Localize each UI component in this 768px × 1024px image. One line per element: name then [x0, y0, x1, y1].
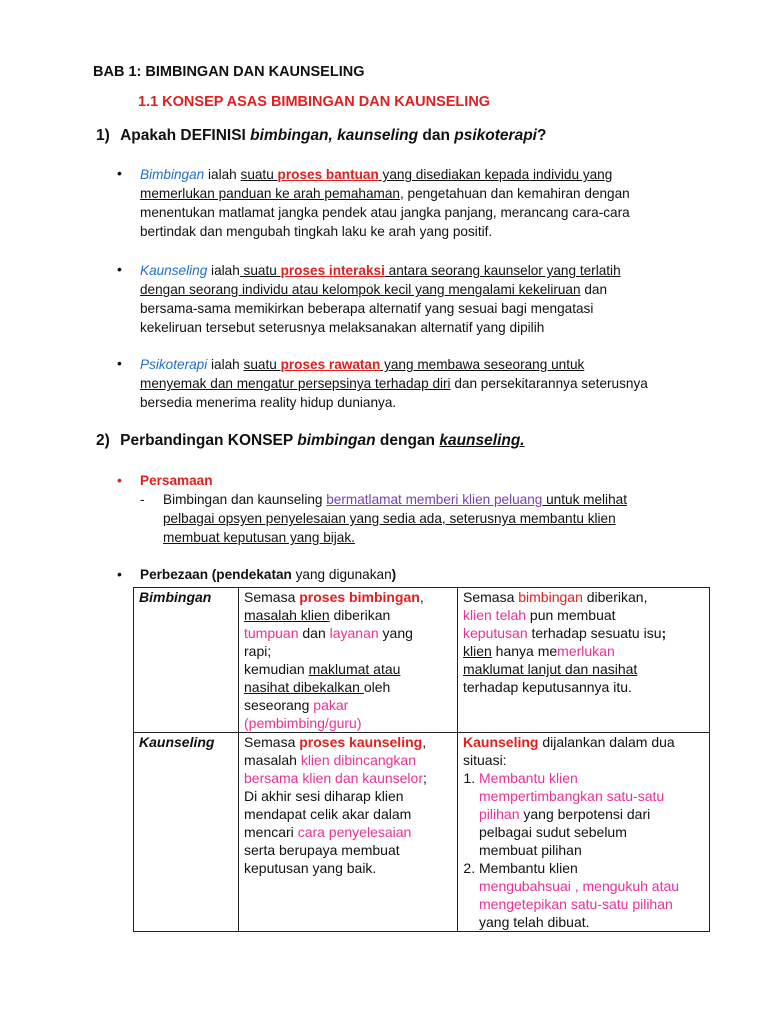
cell-text: rapi;	[244, 643, 272, 659]
def-text: suatu	[243, 357, 281, 372]
cell-text: Semasa	[463, 589, 519, 605]
def-text: antara seorang kaunselor yang terlatih	[384, 263, 621, 278]
term-kaunseling: Kaunseling	[140, 263, 208, 278]
def-line: bersama-sama memikirkan beberapa alternatif yang sesuai bagi mengatasi	[140, 301, 594, 316]
question-2-text-c: dengan	[375, 432, 440, 449]
keyword: mengubahsuai , mengukuh atau	[479, 878, 680, 894]
question-1-number: 1)	[96, 127, 110, 144]
def-text: dengan seorang individu atau kelompok kecil yang mengalami kekeliruan	[140, 282, 581, 297]
cell-text: masalah	[244, 752, 301, 768]
keyword-proses-rawatan: proses rawatan	[280, 357, 381, 372]
cell-text: keputusan yang baik.	[244, 860, 377, 876]
cell-text: maklumat atau	[308, 661, 401, 677]
def-text: menyemak dan mengatur persepsinya terhadap diri	[140, 376, 451, 391]
keyword: (pembimbing/guru)	[244, 715, 362, 731]
definition-bimbingan	[140, 165, 700, 241]
question-1-text-a: Apakah DEFINISI	[120, 127, 251, 144]
def-text: ialah	[204, 167, 241, 182]
cell-text: diberikan	[329, 607, 391, 623]
def-line	[140, 355, 700, 374]
cell-text: masalah klien	[244, 607, 330, 623]
cell-text: diberikan,	[582, 589, 648, 605]
cell-text: situasi:	[463, 752, 507, 768]
perbezaan-b: yang digunakan	[291, 567, 392, 582]
keyword: Kaunseling	[463, 734, 539, 750]
def-line	[140, 165, 700, 184]
keyword: cara penyelesaian	[297, 824, 412, 840]
def-text: memerlukan panduan ke arah pemahaman	[140, 186, 400, 201]
keyword-proses-bantuan: proses bantuan	[277, 167, 379, 182]
cell-text: maklumat lanjut dan nasihat	[463, 661, 638, 677]
cell-text: klien	[463, 643, 492, 659]
cell-text: Semasa	[244, 589, 300, 605]
comparison-table	[133, 587, 710, 932]
def-text: ialah	[207, 263, 240, 278]
def-line: kekeliruan tersebut seterusnya melaksanakan alternatif yang dipilih	[140, 320, 545, 335]
cell-text: Membantu klien	[479, 860, 578, 876]
cell-text: nasihat dibekalkan	[244, 679, 364, 695]
question-1-text-b: bimbingan, kaunseling	[250, 127, 419, 144]
def-line	[140, 374, 700, 393]
def-line	[140, 261, 700, 280]
bullet-dot: •	[117, 566, 122, 582]
cell-text: serta berupaya membuat	[244, 842, 400, 858]
cell-text: yang berpotensi dari	[519, 806, 651, 822]
cell-text: kemudian	[244, 661, 309, 677]
cell-text: hanya me	[491, 643, 558, 659]
perbezaan-c: )	[391, 567, 397, 582]
cell-text: terhadap sesuatu isu	[527, 625, 662, 641]
bullet-dot: •	[117, 355, 122, 371]
keyword: pilihan	[479, 806, 520, 822]
question-2-number: 2)	[96, 432, 110, 449]
keyword: keputusan	[463, 625, 528, 641]
keyword: mengetepikan satu-satu pilihan	[479, 896, 673, 912]
question-2-text-a: Perbandingan KONSEP	[120, 432, 298, 449]
keyword: pakar	[313, 697, 349, 713]
keyword: bimbingan	[518, 589, 583, 605]
row-label-bimbingan: Bimbingan	[134, 588, 239, 733]
chapter-title: BAB 1: BIMBINGAN DAN KAUNSELING	[93, 64, 365, 80]
cell-text: seseorang	[244, 697, 314, 713]
bullet-dot: •	[117, 261, 122, 277]
question-2-text-d: kaunseling.	[439, 432, 525, 449]
cell-bimbingan-approach	[239, 588, 458, 733]
perbezaan-heading	[140, 565, 396, 584]
definition-psikoterapi	[140, 355, 700, 412]
keyword: mempertimbangkan satu-satu	[479, 788, 665, 804]
cell-text: membuat pilihan	[479, 842, 582, 858]
def-line: membuat keputusan yang bijak.	[163, 530, 355, 545]
def-text: dan persekitarannya seterusnya	[450, 376, 648, 391]
question-2	[96, 432, 525, 450]
definition-kaunseling	[140, 261, 700, 337]
keyword-matlamat: bermatlamat memberi klien peluang	[326, 492, 543, 507]
persamaan-text	[163, 490, 693, 547]
def-text: , pengetahuan dan kemahiran dengan	[399, 186, 630, 201]
def-line: pelbagai opsyen penyelesaian yang sedia ada, seterusnya membantu klien	[163, 511, 616, 526]
cell-text: mendapat celik akar dalam	[244, 806, 412, 822]
def-line	[163, 490, 693, 509]
table-row-bimbingan	[134, 588, 710, 733]
question-1	[96, 127, 546, 145]
def-text: suatu	[239, 263, 281, 278]
keyword: Membantu klien	[479, 770, 578, 786]
cell-kaunseling-situation	[458, 733, 710, 932]
keyword: layanan	[329, 625, 379, 641]
list-item	[479, 769, 704, 859]
cell-text: ,	[419, 589, 424, 605]
keyword: proses kaunseling	[299, 734, 423, 750]
def-text: ialah	[207, 357, 244, 372]
term-psikoterapi: Psikoterapi	[140, 357, 208, 372]
cell-text: ;	[423, 770, 427, 786]
row-label-kaunseling: Kaunseling	[134, 733, 239, 932]
bullet-dot: •	[117, 165, 122, 181]
question-1-text-e: ?	[536, 127, 547, 144]
cell-text: yang telah dibuat.	[479, 914, 590, 930]
keyword: klien telah	[463, 607, 527, 623]
def-text: Bimbingan dan kaunseling	[163, 492, 327, 507]
keyword: merlukan	[557, 643, 615, 659]
dash: -	[140, 492, 145, 507]
cell-text: dan	[298, 625, 330, 641]
keyword: klien dibincangkan	[300, 752, 417, 768]
def-text: dan	[580, 282, 608, 297]
perbezaan-a: Perbezaan (pendekatan	[140, 567, 292, 582]
cell-text: yang	[378, 625, 413, 641]
cell-text: mencari	[244, 824, 298, 840]
def-line	[140, 280, 700, 299]
def-line	[140, 184, 700, 203]
cell-text: dijalankan dalam dua	[538, 734, 675, 750]
cell-text: ;	[661, 625, 667, 641]
question-1-text-c: dan	[418, 127, 455, 144]
term-bimbingan: Bimbingan	[140, 167, 205, 182]
question-2-text-b: bimbingan	[297, 432, 376, 449]
keyword: proses bimbingan	[299, 589, 420, 605]
def-text: untuk melihat	[542, 492, 627, 507]
bullet-dot: •	[117, 472, 122, 488]
cell-text: ,	[422, 734, 427, 750]
cell-kaunseling-approach	[239, 733, 458, 932]
keyword: bersama klien dan kaunselor	[244, 770, 423, 786]
keyword: tumpuan	[244, 625, 299, 641]
def-line: bersedia menerima reality hidup dunianya.	[140, 395, 397, 410]
def-text: yang disediakan kepada individu yang	[378, 167, 613, 182]
section-title: 1.1 KONSEP ASAS BIMBINGAN DAN KAUNSELING	[138, 94, 491, 110]
def-text: suatu	[240, 167, 278, 182]
cell-text: terhadap keputusannya itu.	[463, 679, 632, 695]
question-1-text-d: psikoterapi	[454, 127, 537, 144]
table-row-kaunseling	[134, 733, 710, 932]
cell-text: oleh	[363, 679, 391, 695]
cell-text: Semasa	[244, 734, 300, 750]
situation-list	[463, 769, 704, 931]
cell-text: pun membuat	[526, 607, 616, 623]
keyword-proses-interaksi: proses interaksi	[280, 263, 385, 278]
def-line: bertindak dan mengubah tingkah laku ke arah yang positif.	[140, 224, 493, 239]
def-text: yang membawa seseorang untuk	[380, 357, 585, 372]
cell-text: Di akhir sesi diharap klien	[244, 788, 404, 804]
cell-bimbingan-situation	[458, 588, 710, 733]
list-item	[479, 859, 704, 931]
cell-text: pelbagai sudut sebelum	[479, 824, 627, 840]
def-line: menentukan matlamat jangka pendek atau jangka panjang, merancang cara-cara	[140, 205, 630, 220]
persamaan-label: Persamaan	[140, 473, 213, 488]
